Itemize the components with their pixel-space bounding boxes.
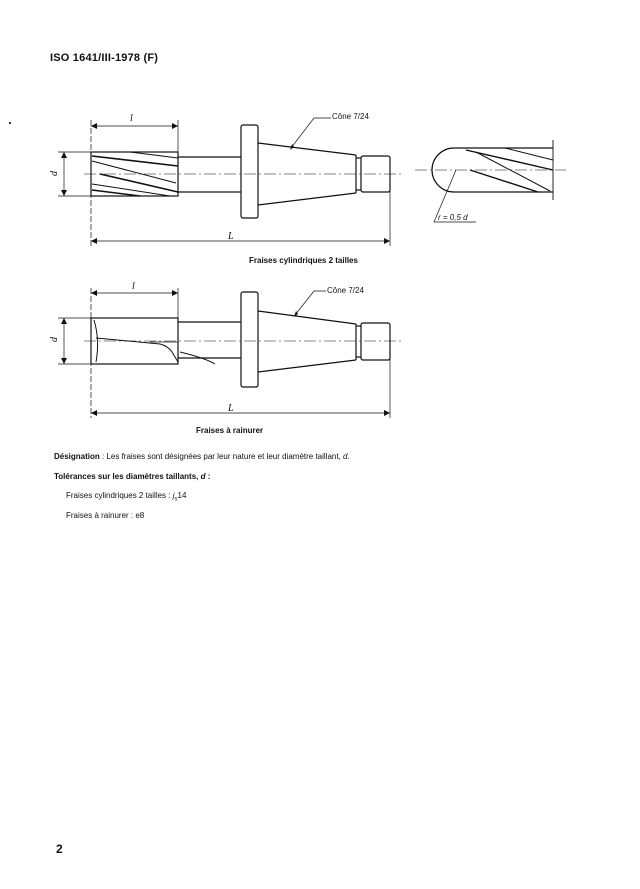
tolerances-heading <box>54 472 210 481</box>
tolerance-item-1-sub: s <box>174 496 178 503</box>
designation-var: d <box>343 452 348 461</box>
fig2-cone-label: Cône 7/24 <box>327 286 364 295</box>
fig2-length-L-label: L <box>228 403 234 414</box>
tolerance-item-1 <box>66 491 186 503</box>
tolerance-item-1-num: 14 <box>177 491 187 500</box>
figure-1-drawing <box>58 118 566 246</box>
page-number: 2 <box>56 842 63 856</box>
fig1-caption: Fraises cylindriques 2 tailles <box>249 256 358 265</box>
fig1-diameter-d-label: d <box>49 171 60 176</box>
fig2-length-l-label: l <box>132 281 135 292</box>
designation-text: : Les fraises sont désignées par leur nature et leur diamètre taillant, <box>99 452 344 461</box>
designation-paragraph <box>54 452 350 461</box>
figure-2-drawing <box>58 288 403 418</box>
standard-header: ISO 1641/III-1978 (F) <box>50 52 159 64</box>
tolerances-var: d <box>200 472 206 481</box>
tolerance-item-2: Fraises à rainurer : e8 <box>66 511 145 520</box>
tolerances-end: : <box>205 472 211 481</box>
fig1-cone-label: Cône 7/24 <box>332 112 369 121</box>
fig1-radius-label: r = 0,5 d <box>438 213 468 222</box>
tolerance-item-1-grade: j <box>172 491 175 500</box>
fig2-caption: Fraises à rainurer <box>196 426 264 435</box>
designation-term: Désignation <box>54 452 100 461</box>
tolerance-item-1-label: Fraises cylindriques 2 tailles : <box>66 491 173 500</box>
designation-end: . <box>347 452 350 461</box>
fig1-length-L-label: L <box>228 231 234 242</box>
fig1-length-l-label: l <box>130 113 133 124</box>
tolerances-title: Tolérances sur les diamètres taillants, <box>54 472 201 481</box>
fig2-diameter-d-label: d <box>49 337 60 342</box>
